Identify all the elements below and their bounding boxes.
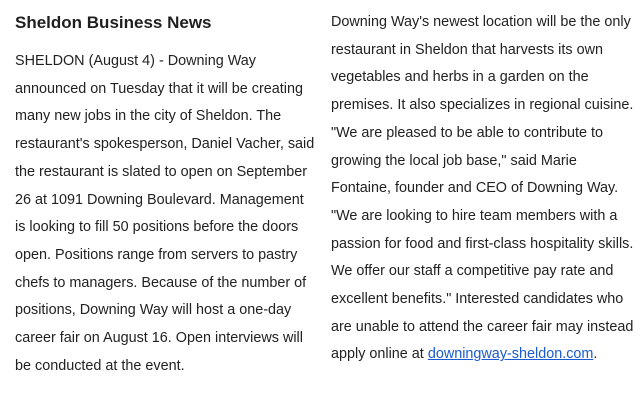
article-paragraph-right-text: Downing Way's newest location will be the only restaurant in Sheldon that harvests its own vegetables and herbs in a garden on the premises. It also specializes in regional cuisine. "We are pleased to be able to contribute to growing the local job base," said Marie Fontaine, founder and CEO of Downing Way. "We are looking to hire team members with a passion for food and first-class hospitality skills. We offer our staff a competitive pay rate and excellent benefits." Interested candidates who are unable to attend the career fair may instead apply online at — [331, 14, 634, 363]
closing-period: . — [593, 346, 598, 363]
website-link[interactable]: downingway-sheldon.com — [427, 346, 594, 363]
article-paragraph-right — [331, 9, 636, 369]
article-headline: Sheldon Business News — [15, 13, 212, 32]
article-paragraph-left: SHELDON (August 4) - Downing Way announced on Tuesday that it will be creating many new jobs in the city of Sheldon. The restaurant's spokesperson, Daniel Vacher, said the restaurant is slated to open on September 26 at 1091 Downing Boulevard. Management is looking to fill 50 positions before the doors open. Positions range from servers to pastry chefs to managers. Because of the number of positions, Downing Way will host a one-day career fair on August 16. Open interviews will be conducted at the event. — [15, 53, 315, 374]
